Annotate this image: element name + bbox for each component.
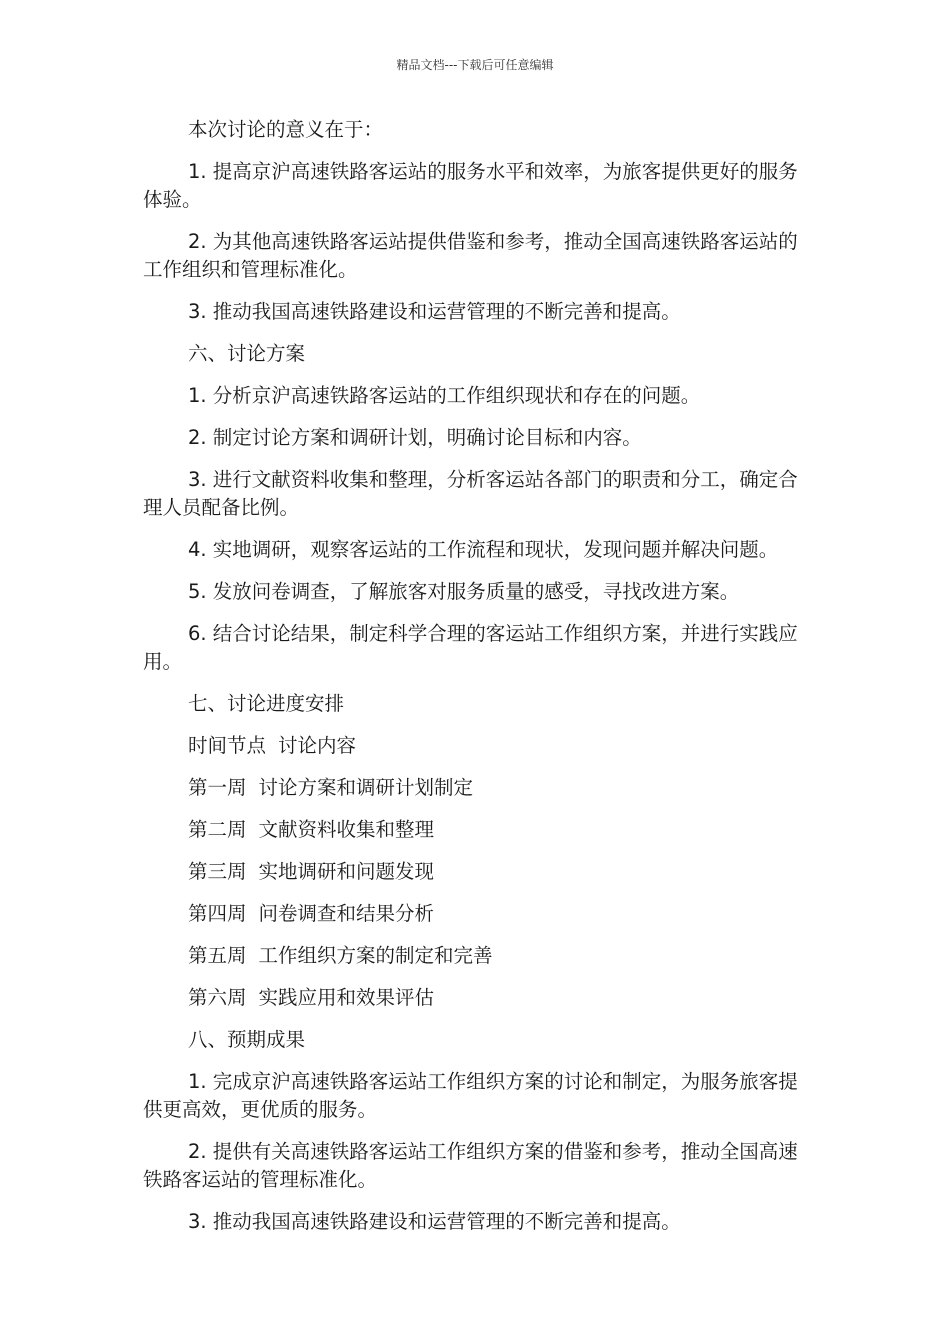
paragraph-plan-2: 2. 制定讨论方案和调研计划，明确讨论目标和内容。 — [188, 426, 642, 449]
schedule-row-time: 第一周 — [188, 776, 247, 799]
schedule-header-content: 讨论内容 — [278, 734, 357, 757]
schedule-header-time: 时间节点 — [188, 734, 267, 757]
paragraph-plan-6: 6. 结合讨论结果，制定科学合理的客运站工作组织方案，并进行实践应用。 — [143, 622, 798, 673]
schedule-row-time: 第二周 — [188, 818, 247, 841]
schedule-row-content: 讨论方案和调研计划制定 — [258, 776, 474, 799]
schedule-row-content: 实地调研和问题发现 — [258, 860, 435, 883]
paragraph-results-3: 3. 推动我国高速铁路建设和运营管理的不断完善和提高。 — [188, 1210, 681, 1233]
schedule-row — [143, 774, 803, 802]
schedule-row-content: 工作组织方案的制定和完善 — [258, 944, 493, 967]
paragraph-significance-1: 1. 提高京沪高速铁路客运站的服务水平和效率，为旅客提供更好的服务体验。 — [143, 160, 798, 211]
schedule-row-time: 第三周 — [188, 860, 247, 883]
paragraph-plan-4: 4. 实地调研，观察客运站的工作流程和现状，发现问题并解决问题。 — [188, 538, 779, 561]
section-heading-results: 八、预期成果 — [188, 1028, 306, 1051]
page-header: 精品文档---下载后可任意编辑 — [396, 58, 554, 72]
schedule-row-time: 第五周 — [188, 944, 247, 967]
paragraph-significance-2: 2. 为其他高速铁路客运站提供借鉴和参考，推动全国高速铁路客运站的工作组织和管理标准化。 — [143, 230, 798, 281]
paragraph-results-2: 2. 提供有关高速铁路客运站工作组织方案的借鉴和参考，推动全国高速铁路客运站的管理标准化。 — [143, 1140, 798, 1191]
schedule-row — [143, 858, 803, 886]
schedule-row — [143, 900, 803, 928]
paragraph-plan-1: 1. 分析京沪高速铁路客运站的工作组织现状和存在的问题。 — [188, 384, 701, 407]
section-heading-plan: 六、讨论方案 — [188, 342, 306, 365]
schedule-row-content: 问卷调查和结果分析 — [258, 902, 435, 925]
paragraph-plan-3: 3. 进行文献资料收集和整理，分析客运站各部门的职责和分工，确定合理人员配备比例。 — [143, 468, 798, 519]
paragraph-significance-intro: 本次讨论的意义在于： — [188, 118, 384, 141]
schedule-row-time: 第六周 — [188, 986, 247, 1009]
paragraph-plan-5: 5. 发放问卷调查，了解旅客对服务质量的感受，寻找改进方案。 — [188, 580, 740, 603]
schedule-row — [143, 816, 803, 844]
schedule-row-content: 文献资料收集和整理 — [258, 818, 435, 841]
document-body — [143, 116, 803, 1250]
section-heading-schedule: 七、讨论进度安排 — [188, 692, 345, 715]
schedule-row — [143, 942, 803, 970]
paragraph-significance-3: 3. 推动我国高速铁路建设和运营管理的不断完善和提高。 — [188, 300, 681, 323]
paragraph-results-1: 1. 完成京沪高速铁路客运站工作组织方案的讨论和制定，为服务旅客提供更高效，更优质的服务。 — [143, 1070, 798, 1121]
schedule-header-row — [143, 732, 803, 760]
schedule-row — [143, 984, 803, 1012]
schedule-row-content: 实践应用和效果评估 — [258, 986, 435, 1009]
schedule-row-time: 第四周 — [188, 902, 247, 925]
